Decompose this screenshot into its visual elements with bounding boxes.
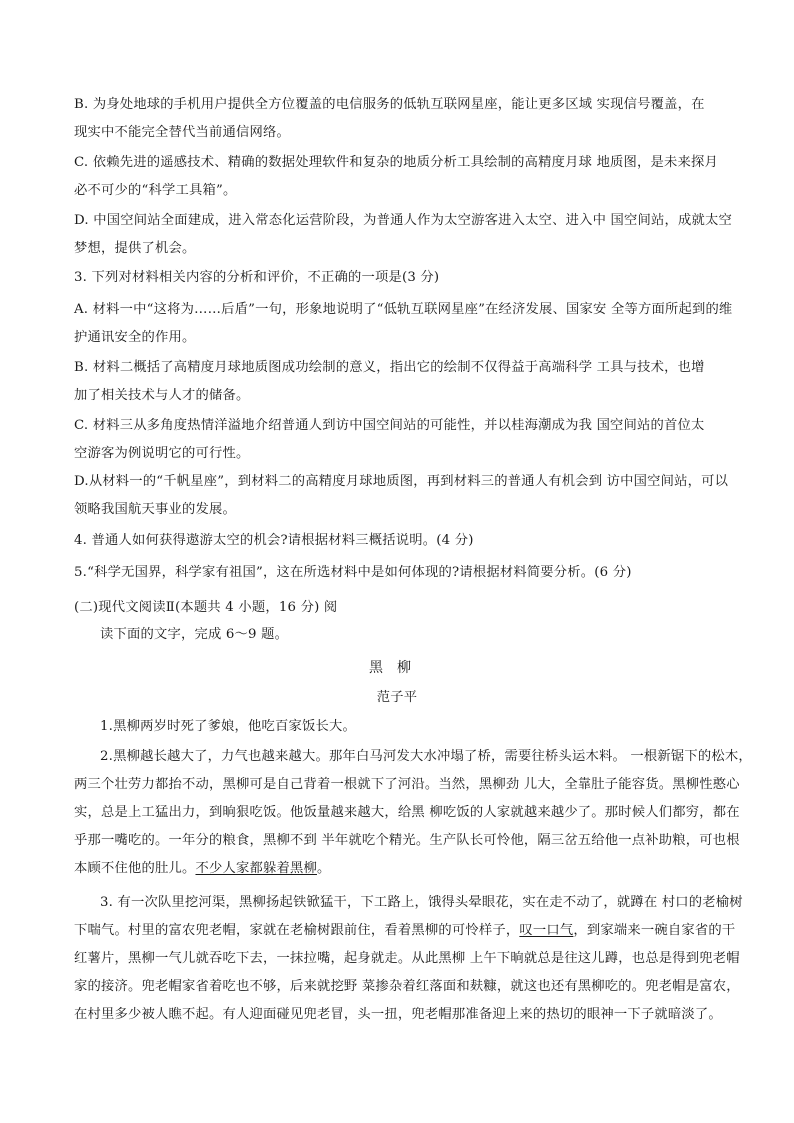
option-c-line-2: 必不可少的“科学工具箱”。: [74, 183, 237, 198]
q3-option-a-line-2: 护通讯安全的作用。: [74, 330, 196, 345]
paragraph-2-line-4: 乎那一嘴吃的。一年分的粮食，黑柳不到 半年就吃个精光。生产队长可怜他，隔三岔五给他一点补助粮，可也根: [74, 833, 740, 848]
q3-option-d-line-2: 领略我国航天事业的发展。: [74, 502, 236, 517]
underlined-phrase-1: 不少人家都躲着黑柳: [195, 861, 317, 876]
paragraph-2-line-2: 两三个壮劳力都抬不动，黑柳可是自己背着一根就下了河沿。当然，黑柳劲 儿大，全靠肚子能容货。黑柳性憨心: [74, 777, 740, 792]
question-3: 3. 下列对材料相关内容的分析和评价，不正确的一项是(3 分): [74, 270, 440, 285]
q3-option-b-line-1: B. 材料二概括了高精度月球地质图成功绘制的意义，指出它的绘制不仅得益于高端科学 工具与技术，也增: [74, 360, 705, 375]
q3-option-c-line-1: C. 材料三从多角度热情洋溢地介绍普通人到访中国空间站的可能性，并以桂海潮成为我 国空间站的首位太: [74, 418, 705, 433]
paragraph-3-line-2-text: 下喘气。村里的富农兜老帽，家就在老榆树跟前住，看着黑柳的可怜样子，: [74, 923, 520, 938]
section-heading: (二)现代文阅读Ⅱ(本题共 4 小题，16 分) 阅: [74, 600, 338, 615]
paragraph-3-line-4: 家的接济。兜老帽家省着吃也不够，后来就挖野 菜掺杂着红落面和麸糠，就这也还有黑柳吃的。兜老帽是富农，: [74, 979, 740, 994]
option-b-line-2: 现实中不能完全替代当前通信网络。: [74, 125, 290, 140]
underlined-phrase-2: 叹一口气: [519, 923, 574, 938]
q3-option-b-line-2: 加了相关技术与人才的储备。: [74, 388, 250, 403]
paragraph-2-line-5: 本顾不住他的肚儿。不少人家都躲着黑柳。: [74, 861, 331, 876]
paragraph-3-line-5: 在村里多少被人瞧不起。有人迎面碰见兜老冒，头一扭，兜老帽那准备迎上来的热切的眼神一下子就暗淡了。: [74, 1007, 722, 1022]
q3-option-c-line-2: 空游客为例说明它的可行性。: [74, 446, 250, 461]
question-5: 5.“科学无国界，科学家有祖国”，这在所选材料中是如何体现的?请根据材料简要分析。(6 分): [74, 565, 632, 580]
paragraph-3-line-2-tail: ，到家端来一碗自家省的干: [573, 923, 736, 938]
option-c-line-1: C. 依赖先进的遥感技术、精确的数据处理软件和复杂的地质分析工具绘制的高精度月球 地质图，是未来探月: [74, 155, 719, 170]
paragraph-3-line-1: 3. 有一次队里挖河渠，黑柳扬起铁锨猛干，下工路上，饿得头晕眼花，实在走不动了，就蹲在 村口的老榆树: [100, 895, 743, 910]
paragraph-2-line-3: 实，总是上工猛出力，到晌狠吃饭。他饭量越来越大，给黑 柳吃饭的人家就越来越少了。那时候人们都穷，都在: [74, 805, 740, 820]
paragraph-2-line-5-text: 本顾不住他的肚儿。: [74, 861, 196, 876]
paragraph-2-line-1: 2.黑柳越长越大了，力气也越来越大。那年白马河发大水冲塌了桥，需要往桥头运木料。 一根新锯下的松木，: [100, 749, 752, 764]
question-4: 4. 普通人如何获得遨游太空的机会?请根据材料三概括说明。(4 分): [74, 533, 474, 548]
option-d-line-2: 梦想，提供了机会。: [74, 241, 196, 256]
story-author: 范子平: [376, 690, 418, 705]
q3-option-a-line-1: A. 材料一中“这将为……后盾”一句，形象地说明了“低轨互联网星座”在经济发展、国家安 全等方面所起到的维: [74, 302, 733, 317]
paragraph-3-line-2: [74, 921, 735, 941]
paragraph-3-line-3: 红薯片，黑柳一气儿就吞吃下去，一抹拉嘴，起身就走。从此黑柳 上午下晌就总是往这儿蹲，也总是得到兜老帽: [74, 951, 740, 966]
story-title: 黑柳: [369, 660, 425, 676]
q3-option-d-line-1: D.从材料一的“千帆星座”，到材料二的高精度月球地质图，再到材料三的普通人有机会到 访中国空间站，可以: [74, 474, 729, 489]
section-instruction: 读下面的文字，完成 6～9 题。: [100, 627, 289, 642]
option-b-line-1: B. 为身处地球的手机用户提供全方位覆盖的电信服务的低轨互联网星座，能让更多区域 实现信号覆盖，在: [74, 97, 705, 112]
option-d-line-1: D. 中国空间站全面建成，进入常态化运营阶段，为普通人作为太空游客进入太空、进入中 国空间站，成就太空: [74, 213, 733, 228]
paragraph-1: 1.黑柳两岁时死了爹娘，他吃百家饭长大。: [100, 719, 357, 734]
